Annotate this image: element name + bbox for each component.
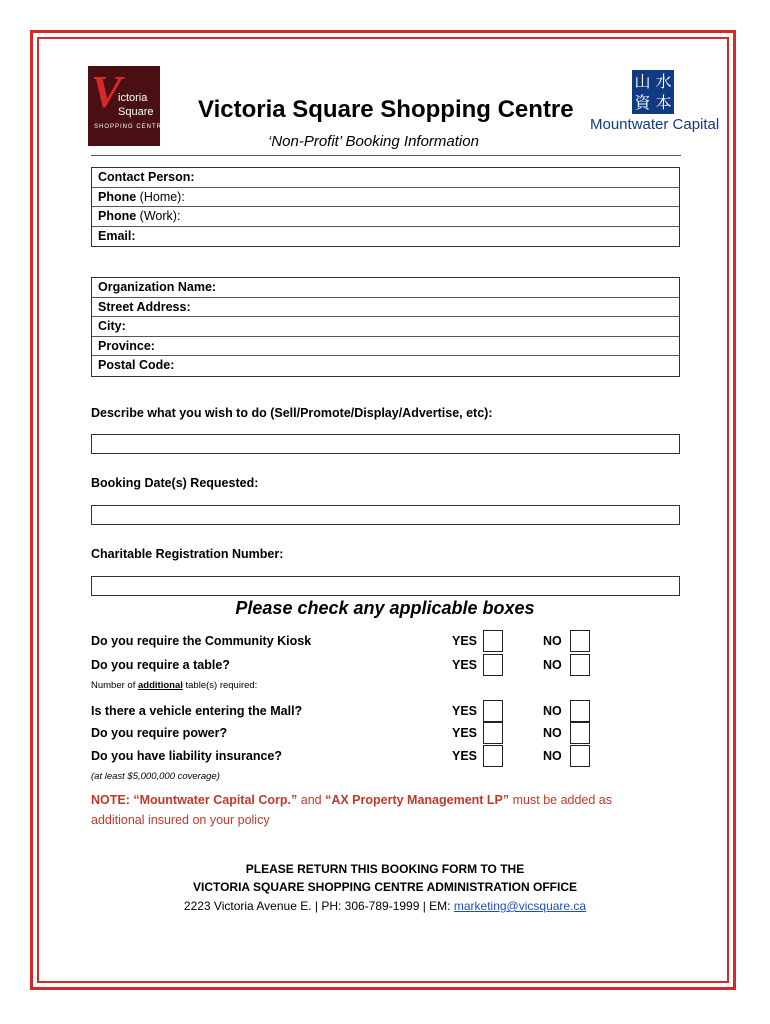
- contact-info-box: [91, 167, 680, 247]
- note-emphasis: additional: [138, 680, 183, 691]
- additional-tables-note: [91, 680, 257, 691]
- logo-line-3: SHOPPING CENTRE: [94, 124, 168, 130]
- logo-char: 水: [655, 72, 672, 91]
- footer-email-link[interactable]: marketing@vicsquare.ca: [453, 899, 587, 913]
- field-label: Organization Name:: [98, 280, 217, 294]
- yes-label: YES: [452, 749, 478, 763]
- page-subtitle: ‘Non-Profit’ Booking Information: [268, 133, 479, 150]
- note-text: Number of: [91, 680, 138, 691]
- vehicle-yes-checkbox[interactable]: [483, 700, 503, 722]
- province-field[interactable]: [92, 337, 679, 357]
- note-suffix: must be added as additional insured on your policy: [91, 793, 613, 827]
- table-question-row: [91, 654, 611, 676]
- question-text: Do you require a table?: [91, 658, 230, 672]
- mountwater-logo: [632, 70, 674, 114]
- power-question-row: [91, 722, 611, 744]
- field-label: Province:: [98, 338, 155, 353]
- field-label-qualifier: (Work): [136, 209, 177, 223]
- charity-number-label: Charitable Registration Number:: [91, 547, 284, 561]
- footer-line-1: PLEASE RETURN THIS BOOKING FORM TO THE: [245, 862, 525, 876]
- table-no-checkbox[interactable]: [570, 654, 590, 676]
- logo-char: 資: [634, 93, 651, 112]
- logo-letter: V: [91, 66, 122, 117]
- kiosk-question-row: [91, 630, 611, 652]
- note-corp-1: “Mountwater Capital Corp.”: [133, 793, 298, 807]
- insurance-no-checkbox[interactable]: [570, 745, 590, 767]
- logo-line-2: Square: [118, 106, 154, 118]
- field-label: Phone: [98, 209, 137, 223]
- yes-label: YES: [452, 634, 478, 648]
- power-yes-checkbox[interactable]: [483, 722, 503, 744]
- note-corp-2: “AX Property Management LP”: [325, 793, 510, 807]
- logo-line-1: ictoria: [118, 92, 148, 104]
- note-prefix: NOTE:: [91, 793, 134, 807]
- booking-dates-label: Booking Date(s) Requested:: [91, 476, 259, 490]
- insurance-question-row: [91, 745, 611, 767]
- question-text: Is there a vehicle entering the Mall?: [91, 704, 303, 718]
- field-label-tail: :: [176, 209, 181, 223]
- street-address-field[interactable]: [92, 298, 679, 318]
- field-label-qualifier: (Home): [136, 189, 182, 204]
- no-label: NO: [543, 749, 562, 763]
- yes-label: YES: [452, 726, 478, 740]
- city-field[interactable]: [92, 317, 679, 337]
- yes-label: YES: [452, 658, 478, 672]
- email-field[interactable]: [92, 227, 679, 247]
- question-text: Do you require power?: [91, 726, 228, 740]
- field-label: Phone: [98, 189, 137, 204]
- field-label: Street Address:: [98, 299, 191, 314]
- footer-contact-line: [0, 899, 770, 913]
- organization-name-field[interactable]: [92, 278, 679, 298]
- coverage-note: (at least $5,000,000 coverage): [91, 771, 220, 782]
- footer-line-2: VICTORIA SQUARE SHOPPING CENTRE ADMINISTRATION OFFICE: [192, 880, 578, 894]
- no-label: NO: [543, 726, 562, 740]
- victoria-square-logo: [88, 66, 168, 146]
- phone-work-field[interactable]: [92, 207, 679, 227]
- no-label: NO: [543, 634, 562, 648]
- phone-home-field[interactable]: [92, 188, 679, 208]
- footer-address: 2223 Victoria Avenue E. | PH: 306-789-1999 | EM:: [183, 899, 454, 913]
- title-divider: [91, 155, 681, 156]
- describe-input[interactable]: [91, 434, 680, 454]
- charity-number-input[interactable]: [91, 576, 680, 596]
- no-label: NO: [543, 658, 562, 672]
- insurance-note: [91, 790, 651, 830]
- field-label: City:: [98, 319, 126, 333]
- note-and: and: [297, 793, 326, 807]
- logo-char: 山: [634, 72, 651, 91]
- vehicle-no-checkbox[interactable]: [570, 700, 590, 722]
- booking-dates-input[interactable]: [91, 505, 680, 525]
- table-yes-checkbox[interactable]: [483, 654, 503, 676]
- organization-info-box: [91, 277, 680, 377]
- kiosk-yes-checkbox[interactable]: [483, 630, 503, 652]
- vehicle-question-row: [91, 700, 611, 722]
- field-label: Email:: [98, 228, 136, 243]
- describe-label: Describe what you wish to do (Sell/Promote/Display/Advertise, etc):: [91, 406, 493, 420]
- kiosk-no-checkbox[interactable]: [570, 630, 590, 652]
- mountwater-logo-text: Mountwater Capital: [590, 116, 720, 133]
- contact-person-field[interactable]: [92, 168, 679, 188]
- field-label: Postal Code:: [98, 358, 175, 372]
- no-label: NO: [543, 704, 562, 718]
- note-text: table(s) required:: [182, 680, 258, 691]
- yes-label: YES: [452, 704, 478, 718]
- power-no-checkbox[interactable]: [570, 722, 590, 744]
- page-title: Victoria Square Shopping Centre: [198, 96, 574, 123]
- insurance-yes-checkbox[interactable]: [483, 745, 503, 767]
- checkbox-section-heading: Please check any applicable boxes: [235, 598, 535, 618]
- question-text: Do you have liability insurance?: [91, 749, 283, 763]
- field-label: Contact Person:: [98, 170, 195, 184]
- postal-code-field[interactable]: [92, 356, 679, 376]
- field-label-tail: :: [181, 189, 185, 204]
- logo-char: 本: [655, 93, 672, 112]
- question-text: Do you require the Community Kiosk: [91, 634, 312, 648]
